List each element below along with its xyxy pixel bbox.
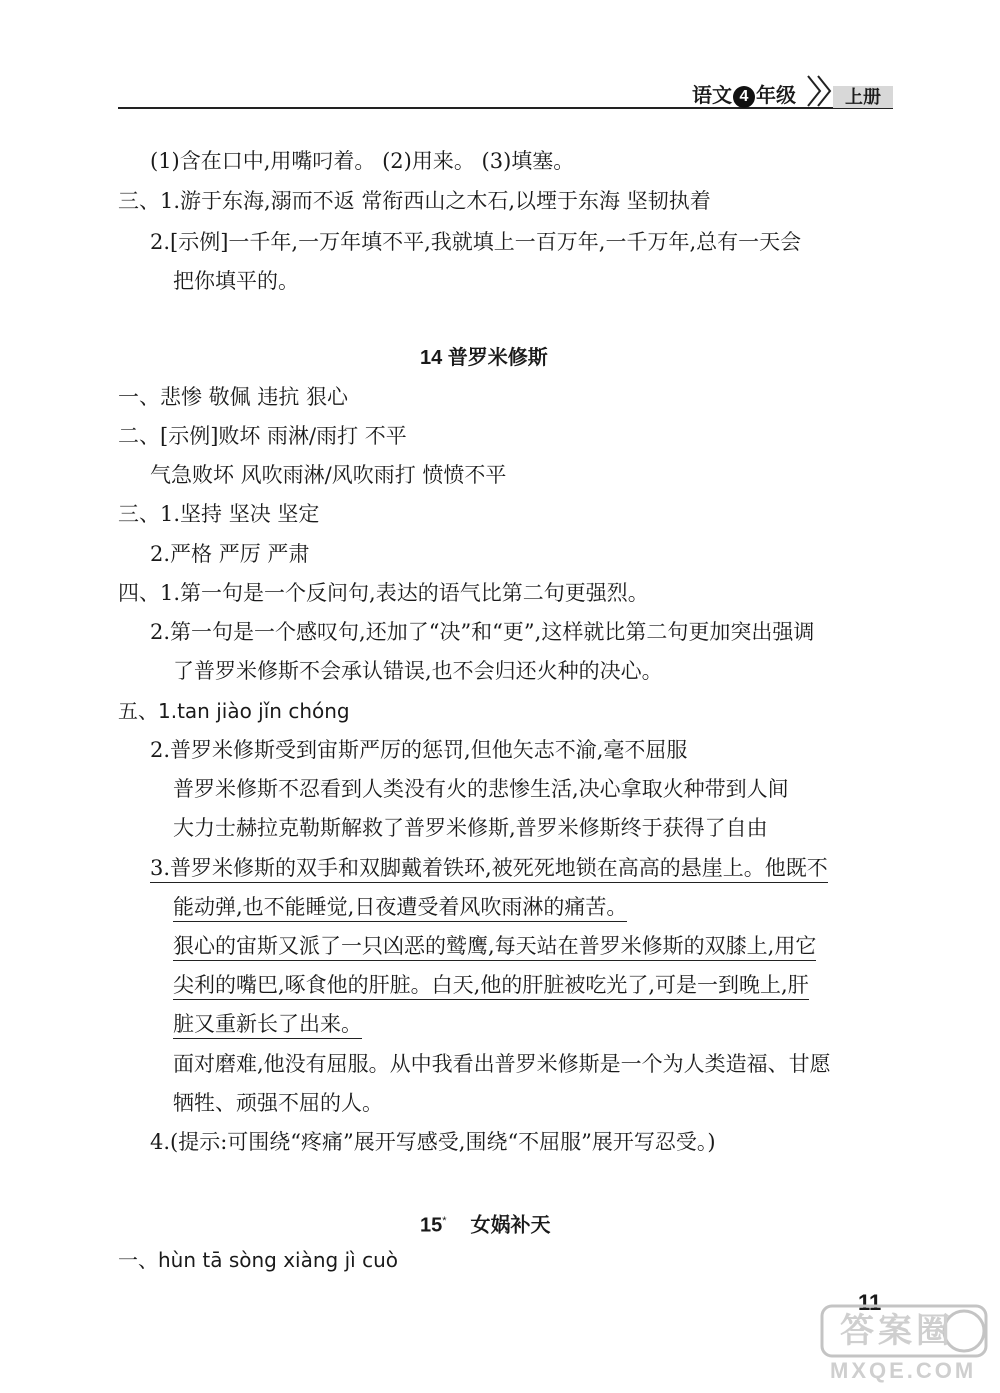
l14-san-1: 三、1.坚持 坚决 坚定 <box>118 502 320 526</box>
subject-grade-label <box>692 84 796 108</box>
l14-wu-3d <box>173 971 809 999</box>
l14-wu-1: 五、1.tan jiào jǐn chóng <box>118 699 350 723</box>
l14-wu-2c: 大力士赫拉克勒斯解救了普罗米修斯,普罗米修斯终于获得了自由 <box>173 816 768 840</box>
grade-number-badge: 4 <box>733 86 755 108</box>
l14-si-1: 四、1.第一句是一个反问句,表达的语气比第二句更强烈。 <box>118 581 649 605</box>
l14-er-b: 气急败坏 风吹雨淋/风吹雨打 愤愤不平 <box>150 463 507 487</box>
underlined-text: 尖利的嘴巴,啄食他的肝脏。白天,他的肝脏被吃光了,可是一到晚上,肝 <box>173 973 809 1000</box>
l14-san-2: 2.严格 严厉 严肃 <box>150 542 310 566</box>
l14-wu-4: 4.(提示:可围绕“疼痛”展开写感受,围绕“不屈服”展开写忍受。) <box>150 1130 716 1154</box>
l14-wu-2b: 普罗米修斯不忍看到人类没有火的悲惨生活,决心拿取火种带到人间 <box>173 777 789 801</box>
top-san-2a: 2.[示例]一千年,一万年填不平,我就填上一百万年,一千万年,总有一天会 <box>150 230 802 254</box>
lesson-14-title: 14 普罗米修斯 <box>420 347 548 369</box>
l14-si-2b: 了普罗米修斯不会承认错误,也不会归还火种的决心。 <box>173 659 663 683</box>
page-number: 11 <box>858 1290 882 1315</box>
l14-yi: 一、悲惨 敬佩 违抗 狠心 <box>118 385 349 409</box>
lesson-15-title: 女娲补天 <box>470 1214 551 1237</box>
l14-wu-3f: 面对磨难,他没有屈服。从中我看出普罗米修斯是一个为人类造福、甘愿 <box>173 1052 831 1076</box>
watermark-url: MXQE.COM <box>830 1358 977 1383</box>
underlined-text: 脏又重新长了出来。 <box>173 1012 362 1039</box>
l14-si-2a: 2.第一句是一个感叹句,还加了“决”和“更”,这样就比第二句更加突出强调 <box>150 620 815 644</box>
subject-label: 语文 <box>692 85 732 107</box>
l14-wu-3e <box>173 1010 362 1038</box>
double-chevron-icon <box>806 74 834 108</box>
underlined-text: 能动弹,也不能睡觉,日夜遭受着风吹雨淋的痛苦。 <box>173 895 627 922</box>
l14-wu-3g: 牺牲、顽强不屈的人。 <box>173 1091 383 1115</box>
grade-label: 年级 <box>756 85 796 107</box>
watermark-logo <box>818 1300 990 1386</box>
volume-label: 上册 <box>833 86 893 108</box>
l14-wu-3c <box>173 932 816 960</box>
l14-wu-2a: 2.普罗米修斯受到宙斯严厉的惩罚,但他矢志不渝,毫不屈服 <box>150 738 688 762</box>
watermark-text: 答案圈 <box>840 1311 954 1351</box>
l15-yi: 一、hùn tā sòng xiàng jì cuò <box>118 1248 398 1272</box>
lesson-15-heading <box>420 1208 551 1239</box>
optional-lesson-mark: * <box>442 1215 447 1227</box>
underlined-text: 3.普罗米修斯的双手和双脚戴着铁环,被死死地锁在高高的悬崖上。他既不 <box>150 856 828 883</box>
l14-wu-3a <box>150 854 828 882</box>
top-san-1: 三、1.游于东海,溺而不返 常衔西山之木石,以堙于东海 坚韧执着 <box>118 189 711 213</box>
underlined-text: 狠心的宙斯又派了一只凶恶的鹫鹰,每天站在普罗米修斯的双膝上,用它 <box>173 934 816 961</box>
top-line-1: (1)含在口中,用嘴叼着。 (2)用来。 (3)填塞。 <box>150 149 575 173</box>
l14-wu-3b <box>173 893 627 921</box>
l14-er-a: 二、[示例]败坏 雨淋/雨打 不平 <box>118 424 407 448</box>
top-san-2b: 把你填平的。 <box>173 269 299 293</box>
lesson-15-number: 15 <box>420 1214 443 1237</box>
